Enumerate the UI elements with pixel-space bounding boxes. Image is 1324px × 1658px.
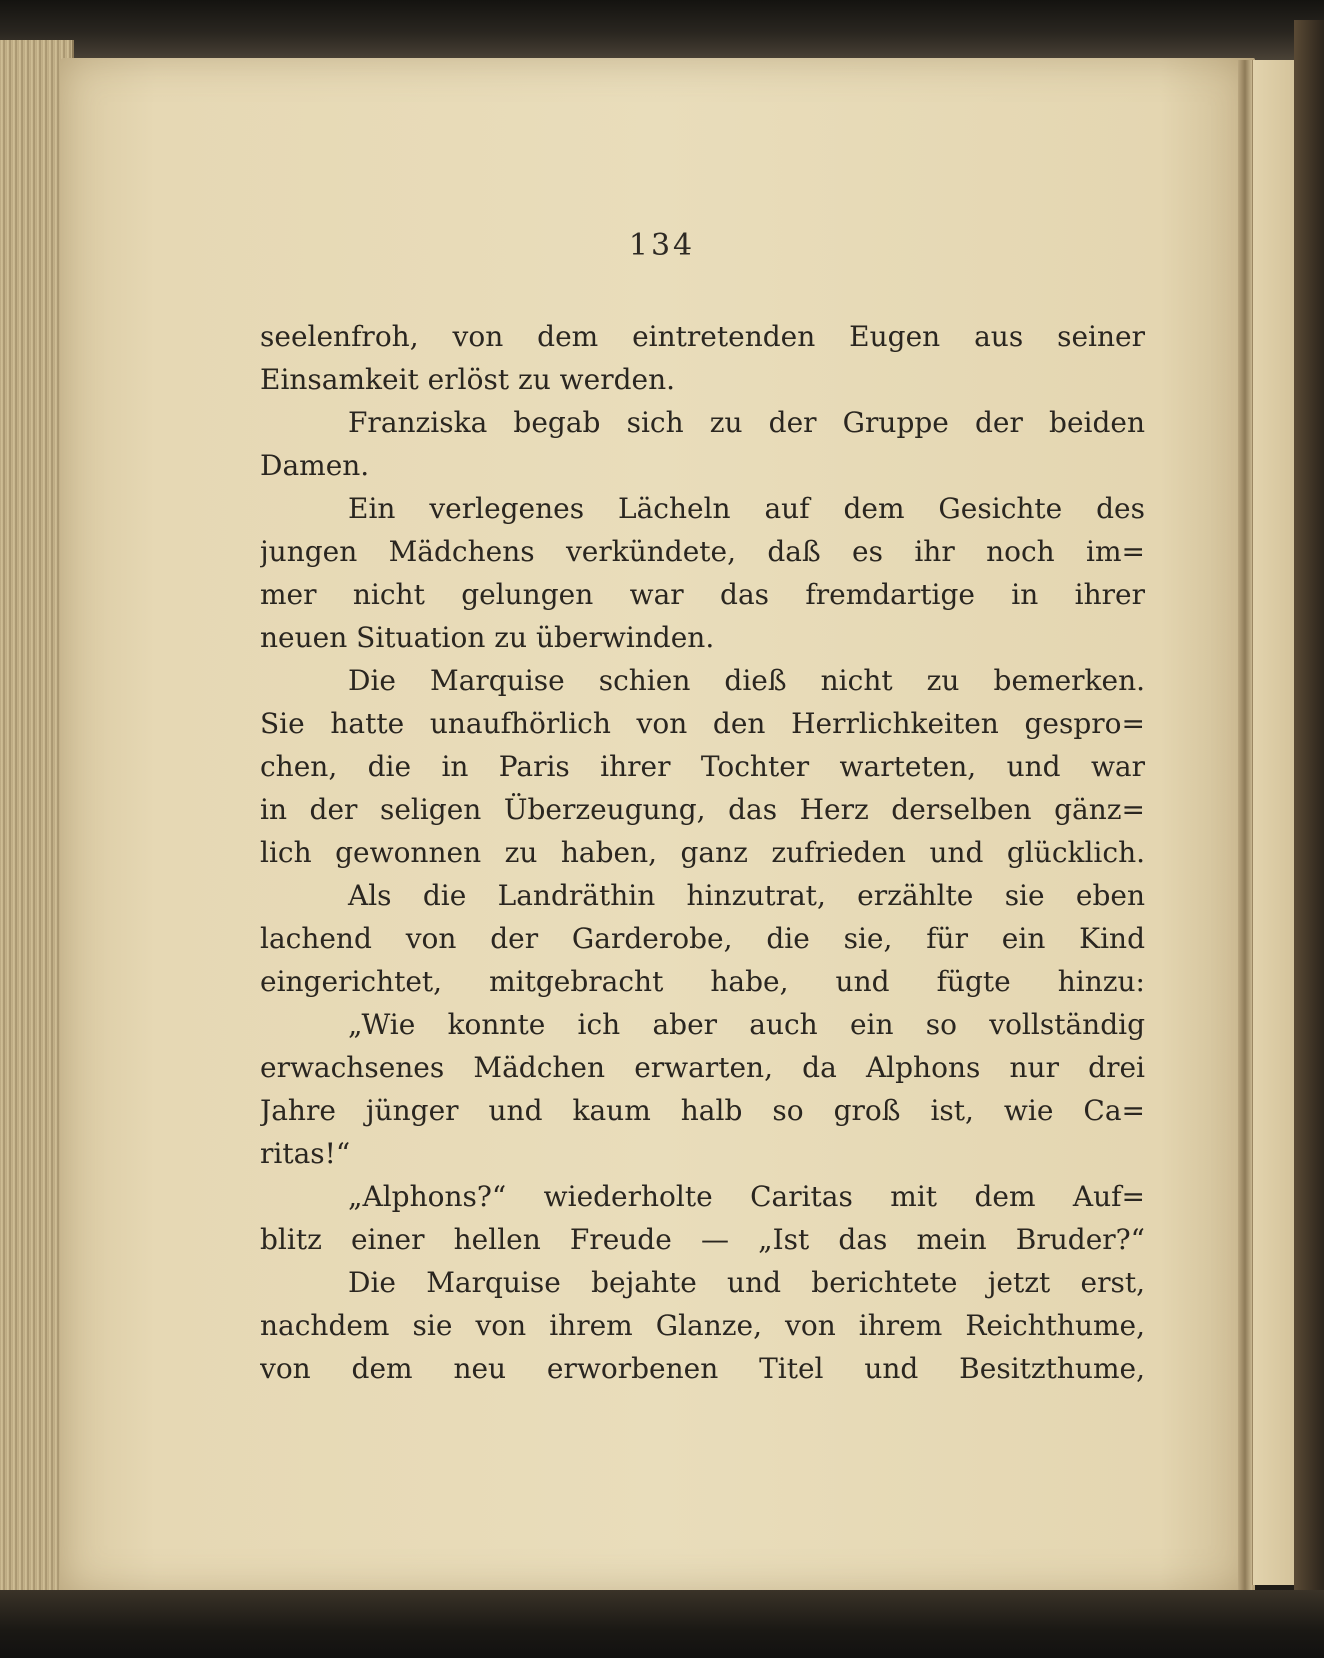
text-line: neuen Situation zu überwinden. [260,621,715,654]
text-line: eingerichtet, mitgebracht habe, und fügte hinzu: [260,965,1145,998]
page-number: 134 [628,228,696,263]
text-line: Die Marquise bejahte und berichtete jetzt erst, [348,1266,1145,1299]
text-line: Jahre jünger und kaum halb so groß ist, wie Ca= [260,1094,1145,1127]
text-line: erwachsenes Mädchen erwarten, da Alphons nur drei [260,1051,1145,1084]
text-line: „Wie konnte ich aber auch ein so vollständig [348,1008,1145,1041]
text-line: lachend von der Garderobe, die sie, für ein Kind [260,922,1145,955]
text-line: Einsamkeit erlöst zu werden. [260,363,676,396]
text-line: in der seligen Überzeugung, das Herz derselben gänz= [260,793,1145,826]
book-top-edge [0,0,1324,60]
next-page-edge [1252,60,1295,1585]
text-line: chen, die in Paris ihrer Tochter warteten, und war [260,750,1145,783]
body-text [260,315,1145,1390]
text-line: Ein verlegenes Lächeln auf dem Gesichte des [348,492,1145,525]
text-line: seelenfroh, von dem eintretenden Eugen aus seiner [260,320,1145,353]
text-line: Franziska begab sich zu der Gruppe der beiden [348,406,1145,439]
book-gutter [1238,60,1252,1590]
text-line: blitz einer hellen Freude — „Ist das mein Bruder?“ [260,1223,1145,1256]
text-line: ritas!“ [260,1137,351,1170]
text-line: nachdem sie von ihrem Glanze, von ihrem Reichthume, [260,1309,1145,1342]
text-line: Sie hatte unaufhörlich von den Herrlichkeiten gespro= [260,707,1145,740]
text-line: „Alphons?“ wiederholte Caritas mit dem Auf= [348,1180,1145,1213]
text-line: von dem neu erworbenen Titel und Besitzthume, [260,1352,1145,1385]
text-line: Als die Landräthin hinzutrat, erzählte sie eben [348,879,1145,912]
text-line: mer nicht gelungen war das fremdartige in ihrer [260,578,1145,611]
book-bottom-edge [0,1590,1324,1658]
text-line: Die Marquise schien dieß nicht zu bemerken. [348,664,1145,697]
text-line: Damen. [260,449,370,482]
text-line: jungen Mädchens verkündete, daß es ihr noch im= [260,535,1145,568]
text-line: lich gewonnen zu haben, ganz zufrieden und glücklich. [260,836,1145,869]
